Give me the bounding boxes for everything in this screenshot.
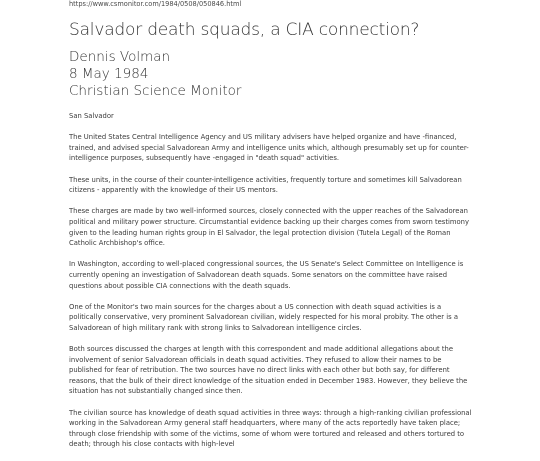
source-url[interactable]: https://www.csmonitor.com/1984/0508/050846.html [69, 0, 242, 8]
paragraph: One of the Monitor's two main sources for the charges about a US connection with death squad activities is a politically conservative, very prominent Salvadorean civilian, widely respected for his moral probity. The other is a Salvadorean of high military rank with strong links to Salvadorean intelligence circles. [69, 302, 458, 332]
article-title: Salvador death squads, a CIA connection? [69, 20, 420, 40]
article-body [69, 111, 473, 461]
article-meta [69, 49, 241, 100]
author-name: Dennis Volman [69, 49, 171, 65]
paragraph: Both sources discussed the charges at length with this correspondent and made additional allegations about the involvement of senior Salvadorean officials in death squad activities. They refused to allow their names to be published for fear of retribution. The two sources have no direct links with each other but both say, for different reasons, that the bulk of their direct knowledge of the situation ended in December 1983. However, they believe the situation has not substantially changed since then. [69, 345, 468, 396]
paragraph: In Washington, according to well-placed congressional sources, the US Senate's Select Committee on Intelligence is currently opening an investigation of Salvadorean death squads. Some senators on the committee have raised questions about possible CIA connections with the death squads. [69, 260, 464, 290]
publication-name: Christian Science Monitor [69, 83, 242, 99]
paragraph: These charges are made by two well-informed sources, closely connected with the upper reaches of the Salvadorean political and military power structure. Circumstantial evidence backing up their charges comes from sworn testimony given to the leading human rights group in El Salvador, the legal protection division (Tutela Legal) of the Roman Catholic Archbishop's office. [69, 207, 470, 248]
paragraph: The civilian source has knowledge of death squad activities in three ways: through a high-ranking civilian professional working in the Salvadorean Army general staff headquarters, where many of the acts reportedly have taken place; through close friendship with some of the victims, some of whom were tortured and released and others tortured to death; through his close contacts with high-level [69, 408, 472, 449]
paragraph: These units, in the course of their counter-intelligence activities, frequently torture and sometimes kill Salvadorean citizens - apparently with the knowledge of their US mentors. [69, 175, 462, 195]
dateline: San Salvador [69, 112, 114, 120]
publish-date: 8 May 1984 [69, 66, 149, 82]
paragraph: The United States Central Intelligence Agency and US military advisers have helped organize and have -financed, trained, and advised special Salvadorean Army and intelligence units which, although presumably set up for counter-intelligence purposes, subsequently have -engaged in "death squad" activities. [69, 133, 469, 163]
